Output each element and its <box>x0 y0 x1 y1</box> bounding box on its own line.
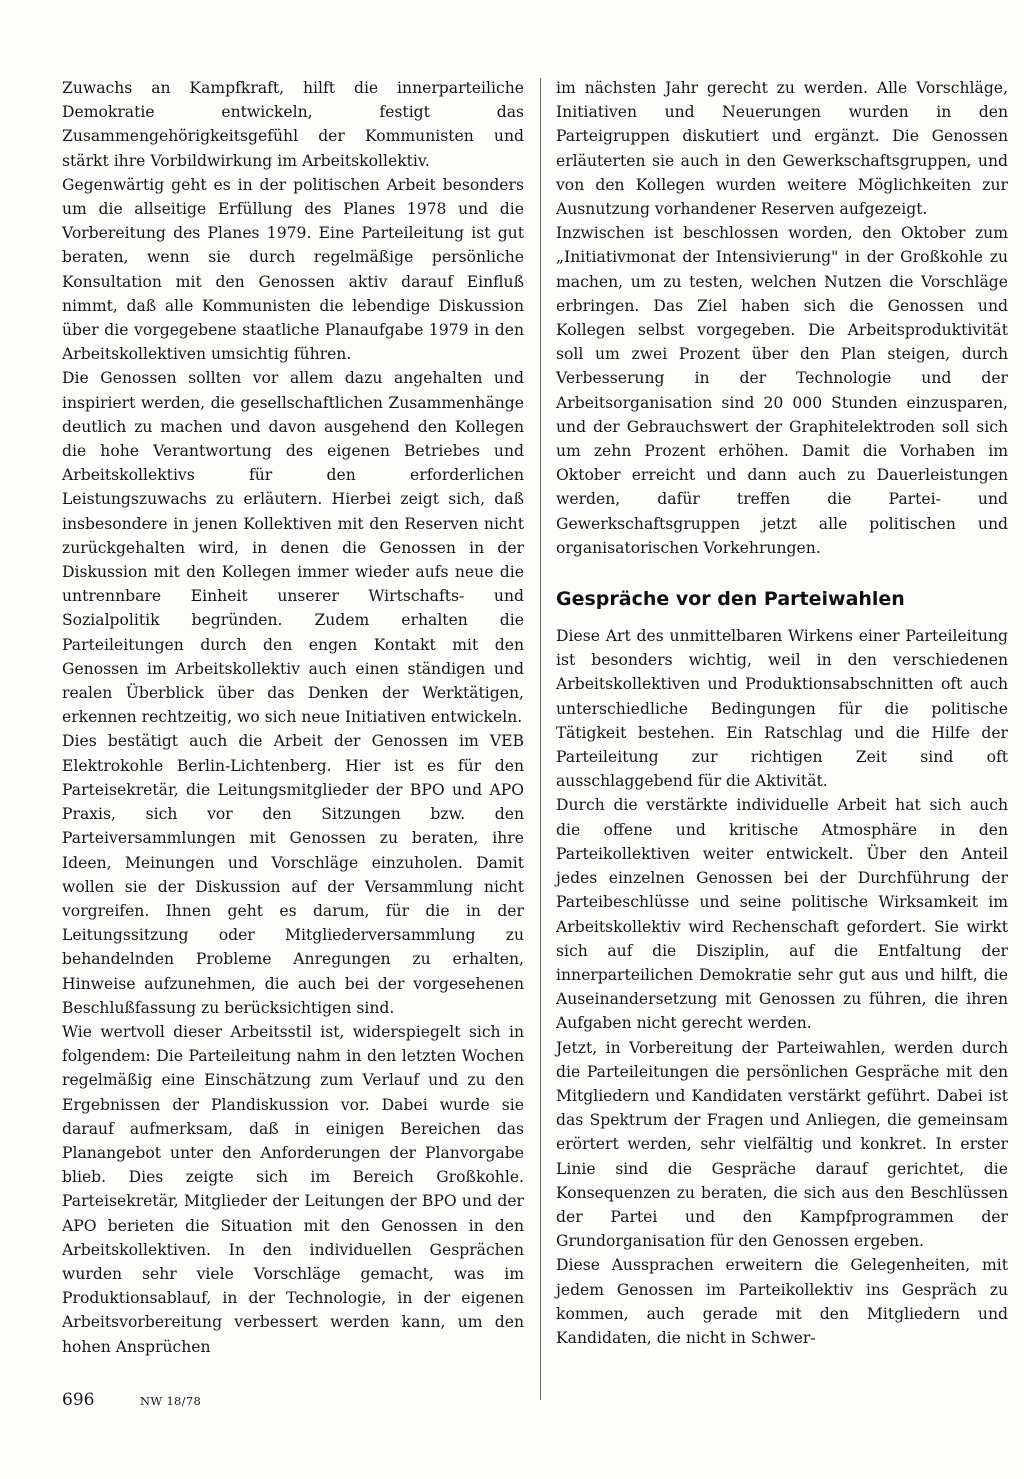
section-heading: Gespräche vor den Parteiwahlen <box>556 588 905 611</box>
body-paragraph: im nächsten Jahr gerecht zu werden. Alle Vorschläge, Initiativen und Neuerungen wurden in den Parteigruppen diskutiert und ergänzt. Die Genossen erläuterten sie auch in den Gewerkschaftsgruppen, und von den Kollegen wurden weitere Möglichkeiten zur Ausnutzung vorhandener Reserven aufgezeigt. <box>556 79 1008 219</box>
body-paragraph: Gegenwärtig geht es in der politischen Arbeit besonders um die allseitige Erfüllung des Planes 1978 und die Vorbereitung des Planes 1979. Eine Parteileitung ist gut beraten, wenn sie durch regelmäßige persönliche Konsultation mit den Genossen aktiv darauf Einfluß nimmt, daß alle Kommunisten die lebendige Diskussion über die vorgegebene staatliche Planaufgabe 1979 in den Arbeitskollektiven umsichtig führen. <box>62 175 524 364</box>
body-paragraph: Dies bestätigt auch die Arbeit der Genossen im VEB Elektrokohle Berlin-Lichtenberg. Hier ist es für den Parteisekretär, die Leitungsmitglieder der BPO und APO Praxis, sich vor den Sitzungen bzw. den Parteiversammlungen mit Genossen zu beraten, ihre Ideen, Meinungen und Vorschläge einzuholen. Damit wollen sie der Diskussion auf der Versammlung nicht vorgreifen. Ihnen geht es darum, für die in der Leitungssitzung oder Mitgliederversammlung zu behandelnden Probleme Anregungen zu erhalten, Hinweise aufzunehmen, die auch bei der vorgesehenen Beschlußfassung zu berücksichtigen sind. <box>62 732 524 1017</box>
body-paragraph: Inzwischen ist beschlossen worden, den Oktober zum „Initiativmonat der Intensivierung" in der Großkohle zu machen, um zu testen, welchen Nutzen die Vorschläge erbringen. Das Ziel haben sich die Genossen und Kollegen selbst vorgegeben. Die Arbeitsproduktivität soll um zwei Prozent über den Plan steigen, durch Verbesserung in der Technologie und der Arbeitsorganisation sind 20 000 Stunden einzusparen, und der Gebrauchswert der Graphitelektroden soll sich um zehn Prozent erhöhen. Damit die Vorhaben im Oktober erreicht und dann auch zu Dauerleistungen werden, dafür treffen die Partei- und Gewerkschaftsgruppen jetzt alle politischen und organisatorischen Vorkehrungen. <box>556 224 1008 557</box>
page-number: 696 <box>62 1390 95 1410</box>
issue-label: NW 18/78 <box>140 1394 202 1408</box>
column-divider <box>540 78 541 1400</box>
body-paragraph: Zuwachs an Kampfkraft, hilft die innerparteiliche Demokratie entwickeln, festigt das Zusammengehörigkeitsgefühl der Kommunisten und stärkt ihre Vorbildwirkung im Arbeitskollektiv. <box>62 79 524 170</box>
body-paragraph: Diese Aussprachen erweitern die Gelegenheiten, mit jedem Genossen im Parteikollektiv ins Gespräch zu kommen, auch gerade mit den Mitgliedern und Kandidaten, die nicht in Schwer- <box>556 1256 1008 1347</box>
body-paragraph: Jetzt, in Vorbereitung der Parteiwahlen, werden durch die Parteileitungen die persönlichen Gespräche mit den Mitgliedern und Kandidaten verstärkt geführt. Dabei ist das Spektrum der Fragen und Anliegen, die gemeinsam erörtert werden, sehr vielfältig und konkret. In erster Linie sind die Gespräche darauf gerichtet, die Konsequenzen zu beraten, die sich aus den Beschlüssen der Partei und den Kampfprogrammen der Grundorganisation für den Genossen ergeben. <box>556 1038 1008 1251</box>
body-paragraph: Durch die verstärkte individuelle Arbeit hat sich auch die offene und kritische Atmosphäre in den Parteikollektiven weiter entwickelt. Über den Anteil jedes einzelnen Genossen bei der Durchführung der Parteibeschlüsse und seine politische Wirksamkeit im Arbeitskollektiv wird Rechenschaft gefordert. Sie wirkt sich auf die Disziplin, auf die Entfaltung der innerparteilichen Demokratie sehr gut aus und hilft, die Auseinandersetzung mit Genossen zu führen, die ihren Aufgaben nicht gerecht werden. <box>556 796 1008 1033</box>
left-column <box>62 76 524 1359</box>
body-paragraph: Diese Art des unmittelbaren Wirkens einer Parteileitung ist besonders wichtig, weil in den verschiedenen Arbeitskollektiven und Produktionsabschnitten oft auch unterschiedliche Bedingungen für die politische Tätigkeit bestehen. Ein Ratschlag und die Hilfe der Parteileitung zur richtigen Zeit sind oft ausschlaggebend für die Aktivität. <box>556 627 1008 791</box>
right-column <box>556 76 1008 1350</box>
body-paragraph: Wie wertvoll dieser Arbeitsstil ist, widerspiegelt sich in folgendem: Die Parteileitung nahm in den letzten Wochen regelmäßig eine Einschätzung zum Verlauf und zu den Ergebnissen der Plandiskussion vor. Dabei wurde sie darauf aufmerksam, daß in einigen Bereichen das Planangebot unter den Anforderungen der Planvorgabe blieb. Dies zeigte sich im Bereich Großkohle. Parteisekretär, Mitglieder der Leitungen der BPO und der APO berieten die Situation mit den Genossen in den Arbeitskollektiven. In den individuellen Gesprächen wurden sehr viele Vorschläge gemacht, was im Produktionsablauf, in der Technologie, in der eigenen Arbeitsvorbereitung verbessert werden kann, um den hohen Ansprüchen <box>62 1022 524 1356</box>
body-paragraph: Die Genossen sollten vor allem dazu angehalten und inspiriert werden, die gesellschaftlichen Zusammenhänge deutlich zu machen und davon ausgehend den Kollegen die hohe Verantwortung des eigenen Betriebes und Arbeitskollektivs für den erforderlichen Leistungszuwachs zu erläutern. Hierbei zeigt sich, daß insbesondere in jenen Kollektiven mit den Reserven nicht zurückgehalten wird, in denen die Genossen in der Diskussion mit den Kollegen immer wieder aufs neue die untrennbare Einheit unserer Wirtschafts- und Sozialpolitik begründen. Zudem erhalten die Parteileitungen durch den engen Kontakt mit den Genossen im Arbeitskollektiv auch einen ständigen und realen Überblick über das Denken der Werktätigen, erkennen rechtzeitig, wo sich neue Initiativen entwickeln. <box>62 369 524 727</box>
